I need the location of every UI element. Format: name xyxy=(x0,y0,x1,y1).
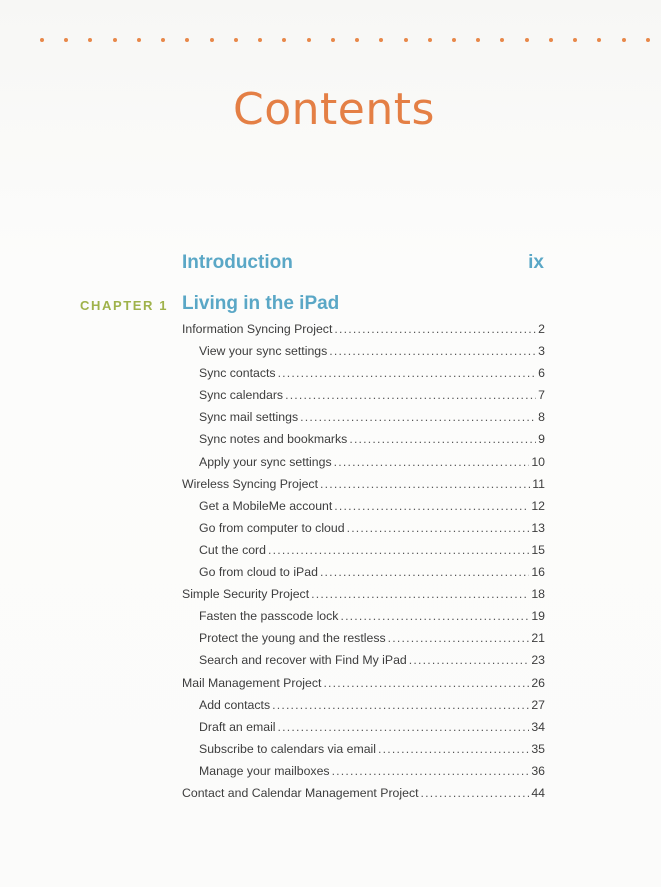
toc-entry-page-number: 16 xyxy=(531,565,545,580)
dot-leader xyxy=(272,694,529,716)
toc-entry[interactable] xyxy=(182,362,545,384)
toc-entry-title: Get a MobileMe account xyxy=(199,498,333,513)
toc-entry-page-number: 6 xyxy=(538,366,545,381)
toc-entry[interactable] xyxy=(182,649,545,671)
toc-entry-title: Information Syncing Project xyxy=(182,322,333,336)
toc-entry-title: Fasten the passcode lock xyxy=(199,609,339,624)
toc-entry[interactable] xyxy=(182,760,545,782)
dot-leader xyxy=(334,495,529,517)
toc-entry[interactable] xyxy=(182,738,545,760)
toc-entry-title: Contact and Calendar Management Project xyxy=(182,785,419,800)
toc-entry-page-number: 27 xyxy=(531,697,545,712)
toc-entry[interactable] xyxy=(182,716,545,738)
toc-entry[interactable] xyxy=(182,539,545,561)
toc-entry[interactable] xyxy=(182,318,545,340)
toc-entry[interactable] xyxy=(182,340,545,362)
dot-leader xyxy=(421,782,530,804)
toc-entry[interactable] xyxy=(182,694,545,716)
dot-leader xyxy=(340,605,529,627)
toc-entry-title: Sync mail settings xyxy=(199,410,299,425)
dot-leader xyxy=(329,340,536,362)
toc-entry-page-number: 36 xyxy=(531,763,545,778)
toc-entry-page-number: 8 xyxy=(538,410,545,425)
dot-leader xyxy=(378,738,529,760)
dot-leader xyxy=(320,561,529,583)
toc-entry-title: Simple Security Project xyxy=(182,587,310,602)
dot-leader xyxy=(334,318,536,340)
dot-leader xyxy=(320,473,530,495)
introduction-label: Introduction xyxy=(182,252,293,273)
dot-leader xyxy=(347,517,530,539)
toc-entry[interactable] xyxy=(182,428,545,450)
toc-entry-page-number: 18 xyxy=(531,587,545,602)
toc-entry-page-number: 19 xyxy=(531,609,545,624)
chapter-label: CHAPTER 1 xyxy=(80,298,169,313)
toc-entry-page-number: 3 xyxy=(538,344,545,359)
toc-entry[interactable] xyxy=(182,495,545,517)
dot-leader xyxy=(278,716,530,738)
dot-leader xyxy=(388,627,530,649)
toc-entry-page-number: 10 xyxy=(531,454,545,469)
toc-entry-page-number: 13 xyxy=(531,520,545,535)
toc-entry[interactable] xyxy=(182,627,545,649)
toc-entry-title: Add contacts xyxy=(199,697,271,712)
toc-entry[interactable] xyxy=(182,583,545,605)
dot-leader xyxy=(268,539,529,561)
toc-entry-title: Sync notes and bookmarks xyxy=(199,432,348,447)
dot-leader xyxy=(349,428,536,450)
toc-entry-title: Wireless Syncing Project xyxy=(182,476,318,491)
introduction-entry[interactable] xyxy=(182,252,544,274)
toc-entry-page-number: 15 xyxy=(531,542,545,557)
toc-entry[interactable] xyxy=(182,384,545,406)
page-title: Contents xyxy=(233,84,435,135)
chapter-title[interactable]: Living in the iPad xyxy=(182,293,340,314)
dot-leader xyxy=(334,451,530,473)
dot-leader xyxy=(300,406,536,428)
toc-entry-title: Subscribe to calendars via email xyxy=(199,741,377,756)
toc-entry-page-number: 34 xyxy=(531,719,545,734)
toc-entry-title: Manage your mailboxes xyxy=(199,763,330,778)
toc-entry[interactable] xyxy=(182,406,545,428)
toc-entry-title: Go from cloud to iPad xyxy=(199,565,318,580)
toc-entry-title: Go from computer to cloud xyxy=(199,520,345,535)
toc-entry[interactable] xyxy=(182,473,545,495)
toc-entry-title: Cut the cord xyxy=(199,542,266,557)
toc-entry-title: Search and recover with Find My iPad xyxy=(199,653,407,668)
toc-entry-title: Mail Management Project xyxy=(182,675,322,690)
toc-entry-page-number: 12 xyxy=(531,498,545,513)
toc-entry-title: View your sync settings xyxy=(199,344,328,359)
toc-entry-page-number: 23 xyxy=(531,653,545,668)
dot-leader xyxy=(409,649,530,671)
toc-entry-title: Sync calendars xyxy=(199,388,284,403)
toc-entry[interactable] xyxy=(182,561,545,583)
toc-entry[interactable] xyxy=(182,672,545,694)
toc-entry-title: Protect the young and the restless xyxy=(199,631,386,646)
dot-leader xyxy=(285,384,536,406)
dot-leader xyxy=(311,583,529,605)
toc-entry-page-number: 11 xyxy=(532,476,545,491)
toc-entry-page-number: 2 xyxy=(538,322,545,336)
toc-entry-title: Apply your sync settings xyxy=(199,454,332,469)
toc-entry[interactable] xyxy=(182,517,545,539)
dot-leader xyxy=(278,362,537,384)
toc-entry-page-number: 9 xyxy=(538,432,545,447)
toc-entry[interactable] xyxy=(182,605,545,627)
toc-entry-page-number: 21 xyxy=(531,631,545,646)
toc-entry-title: Draft an email xyxy=(199,719,276,734)
toc-entry-page-number: 35 xyxy=(531,741,545,756)
toc-entry[interactable] xyxy=(182,782,545,804)
toc-entry-title: Sync contacts xyxy=(199,366,276,381)
toc-entry[interactable] xyxy=(182,451,545,473)
toc-entry-page-number: 44 xyxy=(531,785,545,800)
toc-entry-page-number: 26 xyxy=(531,675,545,690)
toc-entry-page-number: 7 xyxy=(538,388,545,403)
toc-list xyxy=(182,318,545,804)
dot-leader xyxy=(332,760,530,782)
introduction-page-number: ix xyxy=(528,252,544,273)
dot-leader xyxy=(323,672,529,694)
decorative-dot-row xyxy=(40,38,650,42)
